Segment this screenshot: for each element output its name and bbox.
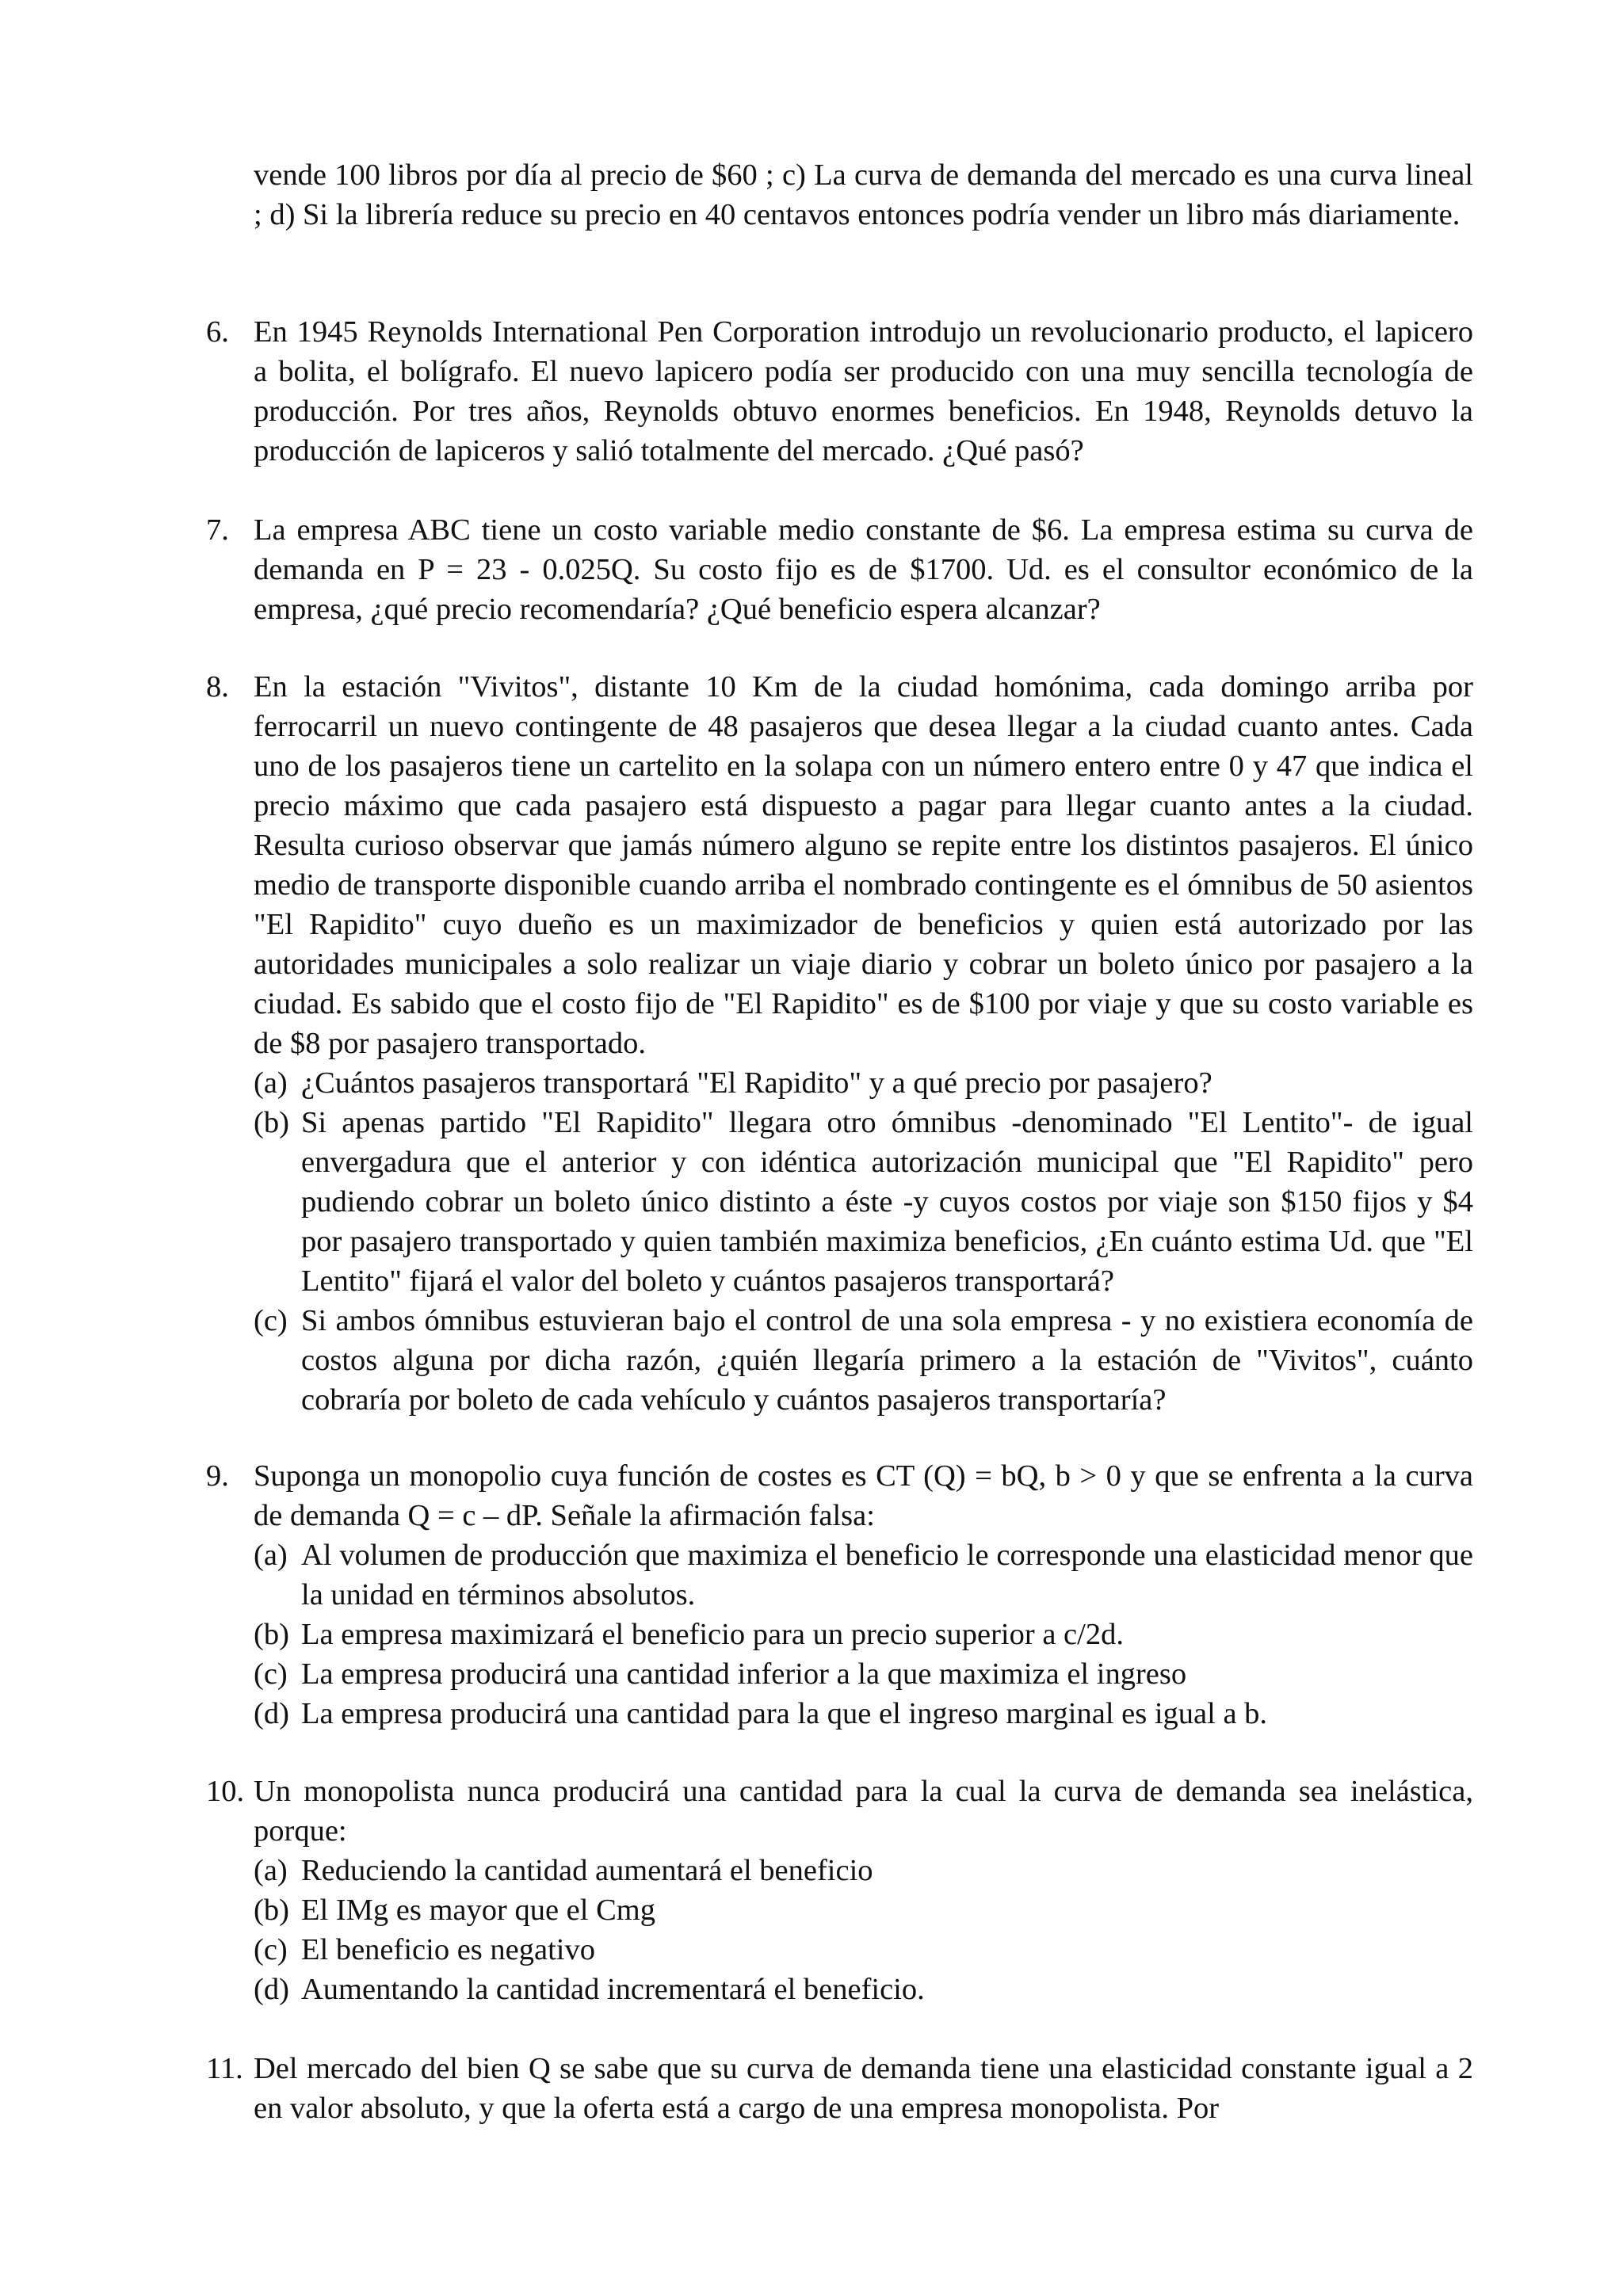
question-7	[206, 510, 1473, 629]
option-text: Reduciendo la cantidad aumentará el beneficio	[301, 1854, 873, 1887]
option-c	[254, 1930, 1473, 1970]
question-9	[206, 1456, 1473, 1733]
question-number: 11.	[206, 2052, 243, 2085]
option-label: (b)	[254, 1106, 289, 1139]
option-a	[254, 1063, 1473, 1103]
option-label: (a)	[254, 1539, 288, 1572]
question-11	[206, 2049, 1473, 2128]
option-text: La empresa producirá una cantidad inferior a la que maximiza el ingreso	[301, 1657, 1187, 1691]
question-text: Del mercado del bien Q se sabe que su curva de demanda tiene una elasticidad constante igual a 2 en valor absoluto, y que la oferta está a cargo de una empresa monopolista. Por	[254, 2052, 1473, 2125]
question-number: 10.	[206, 1775, 245, 1808]
question-8	[206, 667, 1473, 1420]
option-text: La empresa producirá una cantidad para la que el ingreso marginal es igual a b.	[301, 1697, 1268, 1730]
option-a	[254, 1851, 1473, 1890]
question-6	[206, 312, 1473, 471]
option-text: El IMg es mayor que el Cmg	[301, 1894, 655, 1927]
option-c	[254, 1654, 1473, 1694]
option-a	[254, 1535, 1473, 1615]
option-text: Si apenas partido "El Rapidito" llegara otro ómnibus -denominado "El Lentito"- de igual envergadura que el anterior y con idéntica autorización municipal que "El Rapidito" pero pudiendo cobrar un boleto único distinto a éste -y cuyos costos por viaje son $150 fijos y $4 por pasajero transportado y quien también maximiza beneficios, ¿En cuánto estima Ud. que "El Lentito" fijará el valor del boleto y cuántos pasajeros transportará?	[301, 1106, 1473, 1298]
option-text: Al volumen de producción que maximiza el beneficio le corresponde una elasticidad menor que la unidad en términos absolutos.	[301, 1539, 1473, 1611]
question-number: 7.	[206, 513, 229, 547]
option-label: (c)	[254, 1304, 288, 1337]
option-d	[254, 1694, 1473, 1733]
question-text: Un monopolista nunca producirá una cantidad para la cual la curva de demanda sea inelástica, porque:	[254, 1775, 1473, 1848]
question-number: 9.	[206, 1459, 229, 1493]
option-d	[254, 1970, 1473, 2009]
option-label: (b)	[254, 1894, 289, 1927]
option-label: (d)	[254, 1973, 289, 2006]
option-c	[254, 1301, 1473, 1420]
option-text: El beneficio es negativo	[301, 1933, 595, 1966]
option-label: (c)	[254, 1933, 288, 1966]
question-10	[206, 1772, 1473, 2009]
option-b	[254, 1615, 1473, 1654]
option-label: (c)	[254, 1657, 288, 1691]
option-text: La empresa maximizará el beneficio para un precio superior a c/2d.	[301, 1618, 1124, 1651]
option-b	[254, 1103, 1473, 1301]
option-text: Aumentando la cantidad incrementará el beneficio.	[301, 1973, 925, 2006]
question-number: 6.	[206, 315, 229, 349]
option-label: (d)	[254, 1697, 289, 1730]
option-b	[254, 1890, 1473, 1930]
option-label: (b)	[254, 1618, 289, 1651]
question-text: En 1945 Reynolds International Pen Corporation introdujo un revolucionario producto, el lapicero a bolita, el bolígrafo. El nuevo lapicero podía ser producido con una muy sencilla tecnología de producción. Por tres años, Reynolds obtuvo enormes beneficios. En 1948, Reynolds detuvo la producción de lapiceros y salió totalmente del mercado. ¿Qué pasó?	[254, 315, 1473, 467]
question-text: En la estación "Vivitos", distante 10 Km de la ciudad homónima, cada domingo arriba por ferrocarril un nuevo contingente de 48 pasajeros que desea llegar a la ciudad cuanto antes. Cada uno de los pasajeros tiene un cartelito en la solapa con un número entero entre 0 y 47 que indica el precio máximo que cada pasajero está dispuesto a pagar para llegar cuanto antes a la ciudad. Resulta curioso observar que jamás número alguno se repite entre los distintos pasajeros. El único medio de transporte disponible cuando arriba el nombrado contingente es el ómnibus de 50 asientos "El Rapidito" cuyo dueño es un maximizador de beneficios y quien está autorizado por las autoridades municipales a solo realizar un viaje diario y cobrar un boleto único por pasajero a la ciudad. Es sabido que el costo fijo de "El Rapidito" es de $100 por viaje y que su costo variable es de $8 por pasajero transportado.	[254, 670, 1473, 1060]
option-text: Si ambos ómnibus estuvieran bajo el control de una sola empresa - y no existiera economía de costos alguna por dicha razón, ¿quién llegaría primero a la estación de "Vivitos", cuánto cobraría por boleto de cada vehículo y cuántos pasajeros transportaría?	[301, 1304, 1473, 1417]
question-text: La empresa ABC tiene un costo variable medio constante de $6. La empresa estima su curva de demanda en P = 23 - 0.025Q. Su costo fijo es de $1700. Ud. es el consultor económico de la empresa, ¿qué precio recomendaría? ¿Qué beneficio espera alcanzar?	[254, 513, 1473, 626]
question-text: Suponga un monopolio cuya función de costes es CT (Q) = bQ, b > 0 y que se enfrenta a la curva de demanda Q = c – dP. Señale la afirmación falsa:	[254, 1459, 1473, 1532]
option-text: ¿Cuántos pasajeros transportará "El Rapidito" y a qué precio por pasajero?	[301, 1066, 1212, 1100]
option-label: (a)	[254, 1854, 288, 1887]
question-number: 8.	[206, 670, 229, 704]
option-label: (a)	[254, 1066, 288, 1100]
intro-paragraph: vende 100 libros por día al precio de $60 ; c) La curva de demanda del mercado es una curva lineal ; d) Si la librería reduce su precio en 40 centavos entonces podría vender un libro más diariamente.	[254, 158, 1473, 231]
